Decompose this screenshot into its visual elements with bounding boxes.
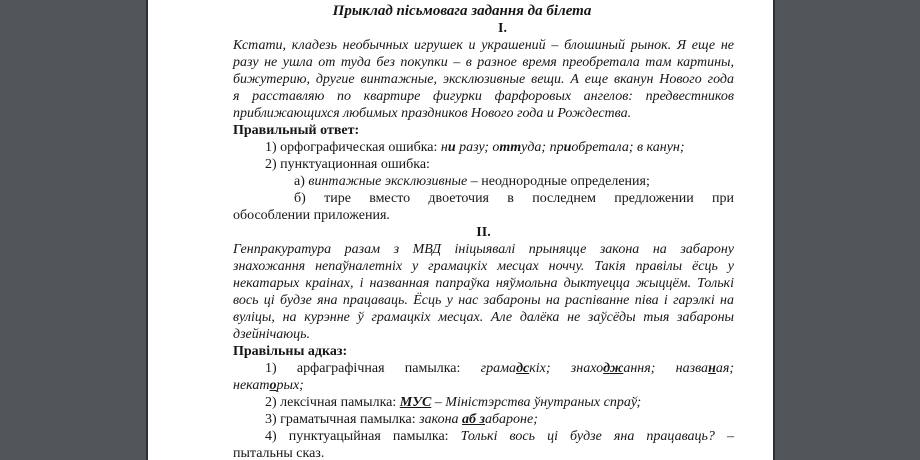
passage-2-line-2: знахожання непаўналетніх у грамацкіх месцах ноччу. Такія правілы ёсць у bbox=[233, 259, 734, 274]
answer-2-item-1: 1) арфаграфічная памылка: грамадскіх; знаходжання; названая; bbox=[265, 361, 735, 376]
answer-1-item-2: 2) пунктуационная ошибка: bbox=[265, 157, 430, 172]
passage-1-line-1: Кстати, кладезь необычных игрушек и украшений – блошиный рынок. Я еще не bbox=[233, 38, 734, 53]
answer-2-item-4: 4) пунктуацыйная памылка: Толькі вось ці будзе яна працаваць? – bbox=[265, 429, 735, 444]
answer-1-item-2b-continuation: обособлении приложения. bbox=[233, 208, 390, 223]
passage-2-line-1: Генпракуратура разам з МВД ініцыявалі прыняцце закона на забарону bbox=[233, 242, 734, 257]
answer-2-item-3: 3) граматычная памылка: закона аб забароне; bbox=[265, 412, 538, 427]
passage-1-line-3: бижутерию, другие винтажные, эксклюзивные вещи. А еще вканун Нового года bbox=[233, 72, 734, 87]
passage-1-line-5: приближающихся любимых праздников Нового года и Рождества. bbox=[233, 106, 632, 121]
answer-label-2: Правільны адказ: bbox=[233, 344, 348, 359]
passage-2-line-6: дзейнічаюць. bbox=[233, 327, 311, 342]
document-title: Прыклад пісьмовага задання да білета bbox=[332, 3, 592, 19]
answer-1-item-1: 1) орфографическая ошибка: ни разу; оттуда; приобретала; в канун; bbox=[265, 140, 685, 155]
answer-1-item-2b: б) тире вместо двоеточия в последнем предложении при bbox=[294, 191, 734, 206]
answer-2-item-4-continuation: пытальны сказ. bbox=[233, 446, 325, 460]
passage-2-line-5: вуліцы, на курэнне ў грамацкіх месцах. Але далёка не заўсёды тыя забароны bbox=[233, 310, 734, 325]
answer-2-item-1-continuation: некаторых; bbox=[233, 378, 304, 393]
passage-1-line-2: разу не ушла от туда без покупки – в разное время преобретала там картины, bbox=[233, 55, 734, 70]
document-content bbox=[233, 3, 734, 460]
passage-1-line-4: я расставляю по квартире фигурки фарфоровых ангелов: предвестников bbox=[233, 89, 734, 104]
answer-2-item-2: 2) лексічная памылка: МУС – Міністэрства ўнутраных спраў; bbox=[265, 395, 642, 410]
document-page bbox=[146, 0, 775, 460]
passage-2-line-3: некатарых краінах, і названная папраўка няўмольна дыктуецца жыццём. Толькі bbox=[233, 276, 734, 291]
section-2-heading: II. bbox=[476, 225, 491, 240]
answer-label-1: Правильный ответ: bbox=[233, 123, 360, 138]
answer-1-item-2a: а) винтажные эксклюзивные – неоднородные определения; bbox=[294, 174, 650, 189]
passage-2-line-4: вось ці будзе яна працаваць. Ёсць у нас забароны на распіванне піва і гарэлкі на bbox=[233, 293, 734, 308]
section-1-heading: I. bbox=[498, 21, 507, 36]
